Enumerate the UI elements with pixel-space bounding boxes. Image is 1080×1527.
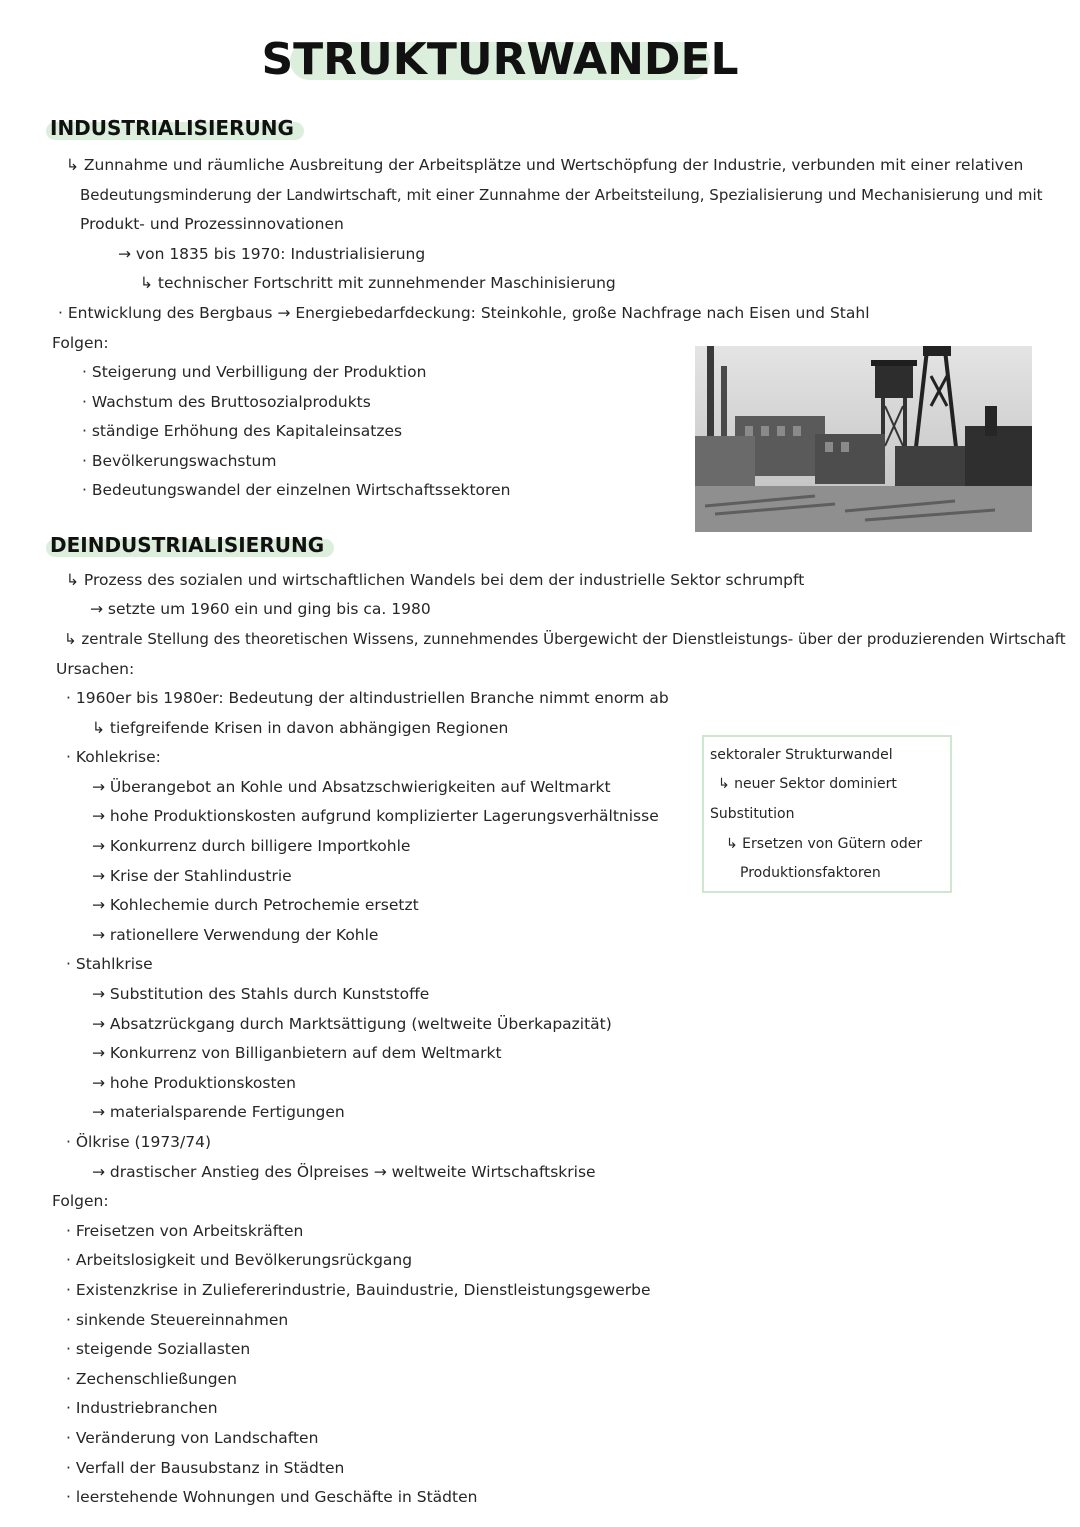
mine-photo (695, 346, 1032, 532)
text-line: · Entwicklung des Bergbaus → Energiebedarfdeckung: Steinkohle, große Nachfrage nach Eisen und Stahl (58, 304, 870, 322)
text-line: → Absatzrückgang durch Marktsättigung (weltweite Überkapazität) (92, 1015, 612, 1033)
text-line: · Bevölkerungswachstum (82, 452, 277, 470)
text-line: · 1960er bis 1980er: Bedeutung der altindustriellen Branche nimmt enorm ab (66, 689, 669, 707)
text-line: → Konkurrenz durch billigere Importkohle (92, 837, 411, 855)
heading-industrialisierung: INDUSTRIALISIERUNG (50, 116, 294, 140)
text-line: · steigende Soziallasten (66, 1340, 251, 1358)
page-title (261, 32, 739, 86)
text-line: → Krise der Stahlindustrie (92, 867, 292, 885)
text-line: · Freisetzen von Arbeitskräften (66, 1222, 304, 1240)
text-line: Ursachen: (56, 660, 135, 678)
text-line: · Verfall der Bausubstanz in Städten (66, 1459, 345, 1477)
text-line: · Industriebranchen (66, 1399, 218, 1417)
text-line: · sinkende Steuereinnahmen (66, 1311, 289, 1329)
heading-deindustrialisierung: DEINDUSTRIALISIERUNG (50, 533, 324, 557)
box-line: ↳ neuer Sektor dominiert (718, 776, 897, 792)
text-line: · Stahlkrise (66, 955, 153, 973)
text-line: ↳ Prozess des sozialen und wirtschaftlichen Wandels bei dem der industrielle Sektor schrumpft (66, 571, 805, 589)
text-line: → materialsparende Fertigungen (92, 1103, 345, 1121)
text-line: → Kohlechemie durch Petrochemie ersetzt (92, 896, 419, 914)
text-line: · Wachstum des Bruttosozialprodukts (82, 393, 371, 411)
text-line: Produkt- und Prozessinnovationen (80, 215, 344, 233)
text-line: → von 1835 bis 1970: Industrialisierung (118, 245, 426, 263)
text-line: → setzte um 1960 ein und ging bis ca. 1980 (90, 600, 431, 618)
text-line: → Überangebot an Kohle und Absatzschwierigkeiten auf Weltmarkt (92, 778, 611, 796)
text-line: → hohe Produktionskosten aufgrund komplizierter Lagerungsverhältnisse (92, 807, 659, 825)
text-line: → Substitution des Stahls durch Kunststoffe (92, 985, 430, 1003)
box-line: sektoraler Strukturwandel (710, 747, 893, 763)
text-line: ↳ zentrale Stellung des theoretischen Wissens, zunnehmendes Übergewicht der Dienstleistungs- über der produzierenden Wirtschaft (64, 630, 1066, 648)
box-line: Produktionsfaktoren (740, 865, 881, 881)
text-line: · Steigerung und Verbilligung der Produktion (82, 363, 427, 381)
text-line: · Veränderung von Landschaften (66, 1429, 319, 1447)
text-line: → hohe Produktionskosten (92, 1074, 296, 1092)
text-line: · Existenzkrise in Zuliefererindustrie, Bauindustrie, Dienstleistungsgewerbe (66, 1281, 651, 1299)
text-line: Bedeutungsminderung der Landwirtschaft, mit einer Zunnahme der Arbeitsteilung, Spezialisierung und Mechanisierung und mit (80, 186, 1043, 204)
text-line: · Zechenschließungen (66, 1370, 237, 1388)
text-line: Folgen: (52, 1192, 109, 1210)
text-line: · Ölkrise (1973/74) (66, 1133, 212, 1151)
text-line: · Kohlekrise: (66, 748, 161, 766)
text-line: Folgen: (52, 334, 109, 352)
box-line: Substitution (710, 806, 795, 822)
text-line: · Arbeitslosigkeit und Bevölkerungsrückgang (66, 1251, 413, 1269)
box-line: ↳ Ersetzen von Gütern oder (726, 836, 923, 852)
text-line: ↳ tiefgreifende Krisen in davon abhängigen Regionen (92, 719, 509, 737)
text-line: → Konkurrenz von Billiganbietern auf dem Weltmarkt (92, 1044, 502, 1062)
text-line: ↳ technischer Fortschritt mit zunnehmender Maschinisierung (140, 274, 616, 292)
text-line: → drastischer Anstieg des Ölpreises → weltweite Wirtschaftskrise (92, 1163, 596, 1181)
text-line: · ständige Erhöhung des Kapitaleinsatzes (82, 422, 403, 440)
page-title-text: STRUKTURWANDEL (261, 33, 739, 85)
text-line: · leerstehende Wohnungen und Geschäfte in Städten (66, 1488, 478, 1506)
text-line: ↳ Zunnahme und räumliche Ausbreitung der Arbeitsplätze und Wertschöpfung der Industrie, verbunden mit einer relativen (66, 156, 1024, 174)
text-line: → rationellere Verwendung der Kohle (92, 926, 379, 944)
text-line: · Bedeutungswandel der einzelnen Wirtschaftssektoren (82, 481, 511, 499)
